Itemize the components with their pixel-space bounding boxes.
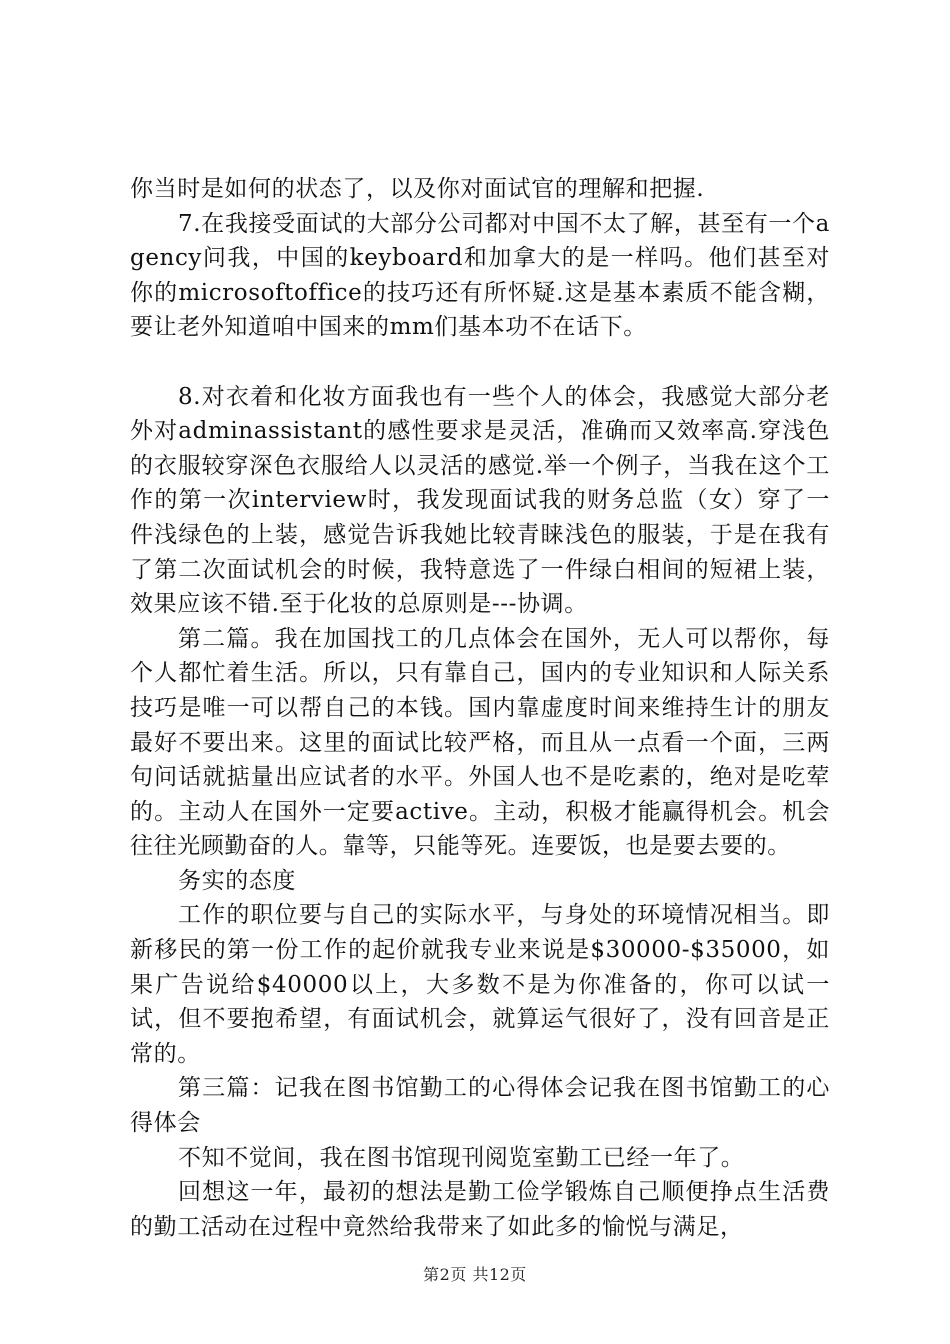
document-body bbox=[130, 172, 830, 1244]
paragraph-9: 回想这一年，最初的想法是勤工俭学锻炼自己顺便挣点生活费的勤工活动在过程中竟然给我带来了如此多的愉悦与满足， bbox=[130, 1179, 830, 1240]
paragraph-4: 第二篇。我在加国找工的几点体会在国外，无人可以帮你，每个人都忙着生活。所以，只有靠自己，国内的专业知识和人际关系技巧是唯一可以帮自己的本钱。国内靠虚度时间来维持生计的朋友最好不要出来。这里的面试比较严格，而且从一点看一个面，三两句问话就掂量出应试者的水平。外国人也不是吃素的，绝对是吃荤的。主动人在国外一定要active。主动，积极才能赢得机会。机会往往光顾勤奋的人。靠等，只能等死。连要饭，也是要去要的。 bbox=[130, 625, 830, 860]
blank-line bbox=[130, 345, 830, 380]
paragraph-7: 第三篇：记我在图书馆勤工的心得体会记我在图书馆勤工的心得体会 bbox=[130, 1075, 830, 1137]
paragraph-5: 务实的态度 bbox=[178, 867, 296, 894]
paragraph-2: 7.在我接受面试的大部分公司都对中国不太了解，甚至有一个agency问我，中国的keyboard和加拿大的是一样吗。他们甚至对你的microsoftoffice的技巧还有所怀疑.这是基本素质不能含糊，要让老外知道咱中国来的mm们基本功不在话下。 bbox=[130, 210, 830, 341]
paragraph-3: 8.对衣着和化妆方面我也有一些个人的体会，我感觉大部分老外对adminassistant的感性要求是灵活，准确而又效率高.穿浅色的衣服较穿深色衣服给人以灵活的感觉.举一个例子，当我在这个工作的第一次interview时，我发现面试我的财务总监（女）穿了一件浅绿色的上装，感觉告诉我她比较青睐浅色的服装，于是在我有了第二次面试机会的时候，我特意选了一件绿白相间的短裙上装，效果应该不错.至于化妆的总原则是---协调。 bbox=[130, 383, 830, 618]
paragraph-1: 你当时是如何的状态了，以及你对面试官的理解和把握. bbox=[130, 176, 705, 202]
paragraph-6: 工作的职位要与自己的实际水平，与身处的环境情况相当。即新移民的第一份工作的起价就我专业来说是$30000-$35000，如果广告说给$40000以上，大多数不是为你准备的，你可以试一试，但不要抱希望，有面试机会，就算运气很好了，没有回音是正常的。 bbox=[130, 902, 830, 1067]
paragraph-8: 不知不觉间，我在图书馆现刊阅览室勤工已经一年了。 bbox=[178, 1144, 745, 1171]
page-footer: 第2页 共12页 bbox=[423, 1265, 527, 1284]
